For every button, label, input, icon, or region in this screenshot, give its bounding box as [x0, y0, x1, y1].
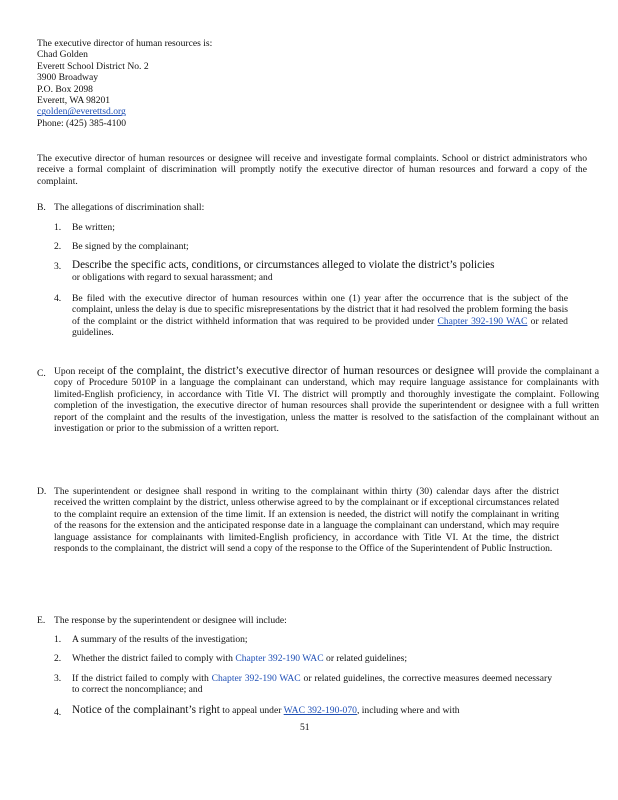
contact-name: Chad Golden — [37, 49, 88, 61]
section-b-item-1: Be written; — [72, 222, 115, 233]
contact-street: 3900 Broadway — [37, 72, 99, 84]
section-d-letter: D. — [37, 486, 47, 497]
section-b-item-2: Be signed by the complainant; — [72, 241, 189, 252]
section-b-letter: B. — [37, 202, 46, 213]
contact-block — [37, 38, 337, 129]
chapter-392-190-wac-link-e3[interactable]: Chapter 392-190 WAC — [211, 673, 301, 684]
contact-email-link[interactable]: cgolden@everettsd.org — [37, 106, 126, 118]
chapter-392-190-wac-link-e2[interactable]: Chapter 392-190 WAC — [235, 653, 324, 664]
contact-phone: Phone: (425) 385-4100 — [37, 117, 126, 129]
intro-paragraph: The executive director of human resources or designee will receive and investigate formal complaints. School or district administrators who receive a formal complaint of discrimination will promptly notify the executive director of human resources and forward a copy of the complaint. — [37, 153, 587, 187]
wac-392-190-070-link[interactable]: WAC 392-190-070 — [283, 705, 357, 716]
section-e-item-4: Notice of the complainant’s right to appeal under WAC 392-190-070, including where and with — [72, 704, 460, 716]
section-e-item-2-num: 2. — [54, 653, 62, 664]
page-number: 51 — [300, 722, 310, 733]
section-d-paragraph: The superintendent or designee shall respond in writing to the complainant within thirty (30) calendar days after the district received the written complaint by the district, unless otherwise agreed to by the complainant or if exceptional circumstances related to the complaint require an extension of the time limit. If an extension is needed, the district will notify the complainant in writing of the reasons for the extension and the anticipated response date in a language the complainant can understand, which may require language assistance for complainants with limited-English proficiency, in accordance with Title VI. At the time, the district responds to the complainant, the district will send a copy of the response to the Office of the Superintendent of Public Instruction. — [54, 486, 559, 555]
section-e-item-2: Whether the district failed to comply with Chapter 392-190 WAC or related guidelines; — [72, 653, 408, 664]
section-b-item-3-num: 3. — [54, 261, 62, 272]
section-e-item-1: A summary of the results of the investigation; — [72, 634, 248, 645]
contact-org: Everett School District No. 2 — [37, 60, 149, 72]
section-b-heading: The allegations of discrimination shall: — [54, 202, 205, 213]
contact-intro: The executive director of human resources is: — [37, 38, 213, 49]
contact-city: Everett, WA 98201 — [37, 95, 111, 107]
section-e-heading: The response by the superintendent or designee will include: — [54, 615, 287, 626]
section-b-item-3: Describe the specific acts, conditions, or circumstances alleged to violate the district’s policies or obligations with regard to sexual harassment; and — [72, 259, 495, 283]
section-c-paragraph: Upon receipt of the complaint, the district’s executive director of human resources or designee will provide the complainant a copy of Procedure 5010P in a language the complainant can understand, which may require language assistance for complainants with limited-English proficiency, in accordance with Title VI. The district will promptly and thoroughly investigate the complaint. Following completion of the investigation, the executive director of human resources shall provide the superintendent or designee with a full written report of the complaint and the results of the investigation, unless the matter is resolved to the satisfaction of the complainant without an investigation or prior to the submission of a written report. — [54, 365, 599, 435]
section-b-item-4-num: 4. — [54, 293, 62, 304]
section-e-letter: E. — [37, 615, 46, 626]
section-e-item-1-num: 1. — [54, 634, 62, 645]
section-e-item-3: If the district failed to comply with Chapter 392-190 WAC or related guidelines, the corrective measures deemed necessary to correct the noncompliance; and — [72, 673, 552, 696]
section-b-item-1-num: 1. — [54, 222, 62, 233]
chapter-392-190-wac-link-b4[interactable]: Chapter 392-190 WAC — [437, 315, 528, 327]
section-c-letter: C. — [37, 368, 46, 379]
contact-pobox: P.O. Box 2098 — [37, 83, 93, 95]
section-b-item-4: Be filed with the executive director of human resources within one (1) year after the occurrence that is the subject of the complaint, unless the delay is due to specific misrepresentations by the district that it had resolved the problem forming the basis of the complaint or the district withheld information that was required to be provided under Chapter 392-190 WAC or related guidelines. — [72, 293, 568, 339]
section-e-item-3-num: 3. — [54, 673, 62, 684]
section-b-item-2-num: 2. — [54, 241, 62, 252]
section-e-item-4-num: 4. — [54, 707, 62, 718]
